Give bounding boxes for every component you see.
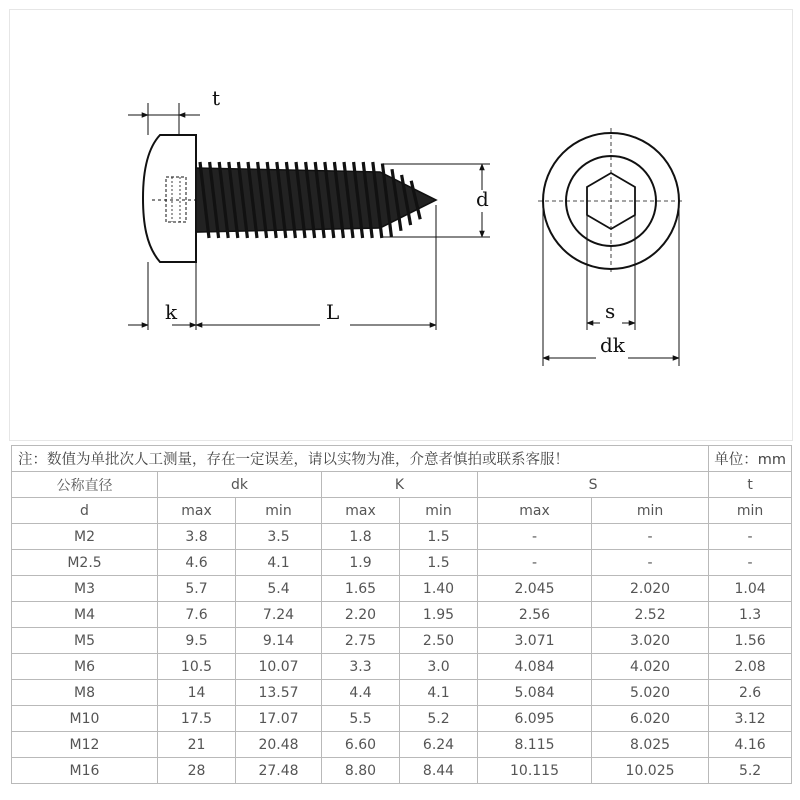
label-t: t xyxy=(212,86,221,110)
cell-dk-min: 9.14 xyxy=(236,628,322,654)
cell-dk-max: 4.6 xyxy=(158,550,236,576)
cell-size: M2.5 xyxy=(12,550,158,576)
table-row xyxy=(12,732,792,758)
cell-size: M16 xyxy=(12,758,158,784)
cell-k-max: 8.80 xyxy=(322,758,400,784)
cell-t-min: 1.56 xyxy=(709,628,792,654)
cell-size: M5 xyxy=(12,628,158,654)
header-k: K xyxy=(322,472,478,498)
subheader-s-max: max xyxy=(478,498,592,524)
header-nominal: 公称直径 xyxy=(12,472,158,498)
table-row xyxy=(12,680,792,706)
table-row xyxy=(12,602,792,628)
cell-s-min: 5.020 xyxy=(592,680,709,706)
cell-dk-max: 14 xyxy=(158,680,236,706)
cell-dk-min: 3.5 xyxy=(236,524,322,550)
cell-k-min: 1.40 xyxy=(400,576,478,602)
cell-s-min: 2.020 xyxy=(592,576,709,602)
cell-t-min: 3.12 xyxy=(709,706,792,732)
cell-dk-min: 10.07 xyxy=(236,654,322,680)
cell-t-min: 1.3 xyxy=(709,602,792,628)
cell-t-min: 2.08 xyxy=(709,654,792,680)
table-row xyxy=(12,524,792,550)
subheader-t-min: min xyxy=(709,498,792,524)
cell-dk-max: 17.5 xyxy=(158,706,236,732)
subheader-s-min: min xyxy=(592,498,709,524)
cell-k-min: 4.1 xyxy=(400,680,478,706)
cell-dk-min: 7.24 xyxy=(236,602,322,628)
table-row xyxy=(12,654,792,680)
cell-s-max: 4.084 xyxy=(478,654,592,680)
cell-dk-min: 20.48 xyxy=(236,732,322,758)
unit-label: 单位：mm xyxy=(709,446,792,472)
table-row xyxy=(12,628,792,654)
cell-dk-max: 7.6 xyxy=(158,602,236,628)
cell-s-max: - xyxy=(478,550,592,576)
table-row xyxy=(12,706,792,732)
cell-size: M3 xyxy=(12,576,158,602)
subheader-dk-min: min xyxy=(236,498,322,524)
cell-t-min: 1.04 xyxy=(709,576,792,602)
label-d: d xyxy=(476,187,489,211)
table-row xyxy=(12,550,792,576)
cell-k-max: 1.9 xyxy=(322,550,400,576)
cell-k-min: 1.95 xyxy=(400,602,478,628)
cell-k-min: 1.5 xyxy=(400,524,478,550)
cell-dk-min: 27.48 xyxy=(236,758,322,784)
cell-s-min: 2.52 xyxy=(592,602,709,628)
cell-dk-max: 9.5 xyxy=(158,628,236,654)
sub-header-row xyxy=(12,498,792,524)
cell-k-max: 6.60 xyxy=(322,732,400,758)
cell-t-min: - xyxy=(709,524,792,550)
label-L: L xyxy=(326,300,340,324)
label-dk: dk xyxy=(600,333,625,357)
cell-k-max: 1.8 xyxy=(322,524,400,550)
cell-s-max: 2.045 xyxy=(478,576,592,602)
header-s: S xyxy=(478,472,709,498)
label-k: k xyxy=(165,300,178,324)
cell-dk-min: 5.4 xyxy=(236,576,322,602)
screw-end-view xyxy=(538,128,684,366)
cell-k-min: 2.50 xyxy=(400,628,478,654)
cell-dk-max: 10.5 xyxy=(158,654,236,680)
cell-dk-max: 28 xyxy=(158,758,236,784)
cell-k-min: 5.2 xyxy=(400,706,478,732)
cell-size: M12 xyxy=(12,732,158,758)
cell-k-min: 8.44 xyxy=(400,758,478,784)
cell-s-min: 8.025 xyxy=(592,732,709,758)
cell-s-max: 5.084 xyxy=(478,680,592,706)
table-row xyxy=(12,758,792,784)
subheader-d: d xyxy=(12,498,158,524)
cell-dk-max: 3.8 xyxy=(158,524,236,550)
cell-k-min: 1.5 xyxy=(400,550,478,576)
cell-k-min: 3.0 xyxy=(400,654,478,680)
cell-k-max: 2.20 xyxy=(322,602,400,628)
cell-s-min: 4.020 xyxy=(592,654,709,680)
cell-t-min: 4.16 xyxy=(709,732,792,758)
cell-s-min: - xyxy=(592,550,709,576)
cell-size: M8 xyxy=(12,680,158,706)
disclaimer-note: 注：数值为单批次人工测量，存在一定误差，请以实物为准，介意者慎拍或联系客服！ xyxy=(12,446,709,472)
cell-s-max: 8.115 xyxy=(478,732,592,758)
cell-k-max: 3.3 xyxy=(322,654,400,680)
table-row xyxy=(12,576,792,602)
spec-table xyxy=(11,445,792,784)
cell-dk-max: 5.7 xyxy=(158,576,236,602)
label-s: s xyxy=(605,299,616,323)
screw-head-outline xyxy=(143,135,196,262)
cell-dk-min: 17.07 xyxy=(236,706,322,732)
cell-s-max: 2.56 xyxy=(478,602,592,628)
cell-dk-min: 4.1 xyxy=(236,550,322,576)
cell-k-max: 4.4 xyxy=(322,680,400,706)
cell-s-max: 3.071 xyxy=(478,628,592,654)
cell-size: M10 xyxy=(12,706,158,732)
cell-dk-min: 13.57 xyxy=(236,680,322,706)
cell-s-min: - xyxy=(592,524,709,550)
cell-size: M6 xyxy=(12,654,158,680)
cell-t-min: 2.6 xyxy=(709,680,792,706)
cell-s-min: 10.025 xyxy=(592,758,709,784)
cell-s-min: 3.020 xyxy=(592,628,709,654)
cell-k-max: 1.65 xyxy=(322,576,400,602)
cell-k-max: 2.75 xyxy=(322,628,400,654)
cell-dk-max: 21 xyxy=(158,732,236,758)
cell-s-min: 6.020 xyxy=(592,706,709,732)
cell-t-min: 5.2 xyxy=(709,758,792,784)
header-t: t xyxy=(709,472,792,498)
subheader-k-max: max xyxy=(322,498,400,524)
subheader-k-min: min xyxy=(400,498,478,524)
subheader-dk-max: max xyxy=(158,498,236,524)
cell-k-max: 5.5 xyxy=(322,706,400,732)
cell-k-min: 6.24 xyxy=(400,732,478,758)
group-header-row xyxy=(12,472,792,498)
cell-s-max: 6.095 xyxy=(478,706,592,732)
cell-s-max: - xyxy=(478,524,592,550)
cell-s-max: 10.115 xyxy=(478,758,592,784)
header-dk: dk xyxy=(158,472,322,498)
cell-size: M4 xyxy=(12,602,158,628)
cell-t-min: - xyxy=(709,550,792,576)
cell-size: M2 xyxy=(12,524,158,550)
note-row xyxy=(12,446,792,472)
